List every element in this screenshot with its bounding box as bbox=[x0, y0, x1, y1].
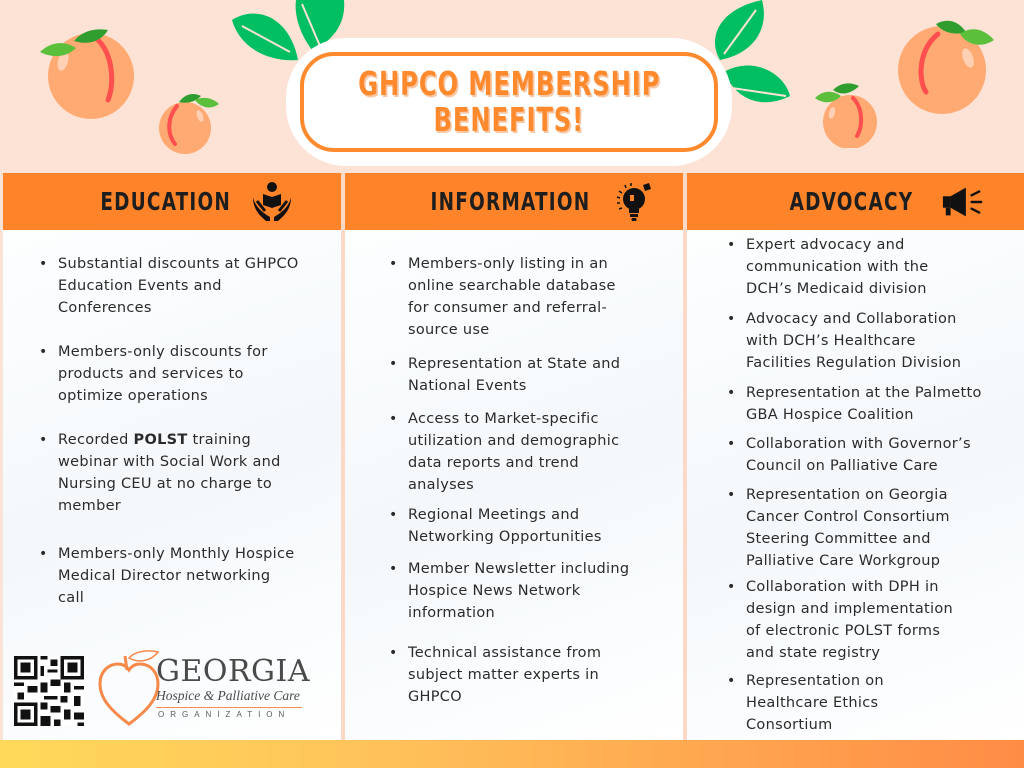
column-advocacy bbox=[687, 173, 1024, 740]
list-item: • Representation at the Palmetto GBA Hospice Coalition bbox=[727, 382, 1017, 426]
footer-gradient-bar bbox=[0, 740, 1024, 768]
polst-emphasis: POLST bbox=[133, 432, 188, 448]
advocacy-list bbox=[727, 234, 1017, 736]
hands-holding-reader-icon bbox=[250, 180, 294, 224]
column-header-advocacy bbox=[687, 173, 1024, 230]
logo-name: GEORGIA bbox=[156, 654, 311, 689]
list-item: • Access to Market-specific utilization and demographic data reports and trend analyses bbox=[389, 408, 639, 496]
peach-heart-logo-icon bbox=[96, 650, 162, 728]
item-text: training webinar with Social Work and Nursing CEU at no charge to member bbox=[58, 432, 281, 514]
logo-divider bbox=[156, 707, 302, 708]
list-item: • Member Newsletter including Hospice News Network information bbox=[389, 558, 639, 624]
education-list bbox=[39, 253, 299, 609]
lightbulb-puzzle-icon bbox=[612, 180, 656, 224]
column-heading: EDUCATION bbox=[100, 187, 232, 216]
column-header-information bbox=[345, 173, 683, 230]
organization-logo bbox=[12, 650, 312, 730]
column-heading: INFORMATION bbox=[430, 187, 590, 216]
leaf-icon bbox=[706, 0, 766, 62]
list-item: • Substantial discounts at GHPCO Education Events and Conferences bbox=[39, 253, 299, 319]
list-item bbox=[39, 429, 299, 517]
peach-icon bbox=[898, 10, 998, 114]
list-item: • Representation on Healthcare Ethics Consortium bbox=[727, 670, 897, 736]
list-item: • Advocacy and Collaboration with DCH’s Healthcare Facilities Regulation Division bbox=[727, 308, 977, 374]
logo-organization: ORGANIZATION bbox=[158, 710, 291, 719]
page-title bbox=[300, 52, 718, 152]
peach-icon bbox=[38, 16, 138, 120]
megaphone-icon bbox=[941, 180, 985, 224]
list-item: • Expert advocacy and communication with the DCH’s Medicaid division bbox=[727, 234, 937, 300]
item-text: Recorded bbox=[58, 432, 134, 448]
list-item: • Technical assistance from subject matter experts in GHPCO bbox=[389, 642, 639, 708]
qr-code[interactable] bbox=[14, 656, 84, 726]
title-line-1: GHPCO MEMBERSHIP bbox=[357, 64, 661, 103]
title-line-2: BENEFITS! bbox=[433, 100, 585, 139]
logo-subtitle: Hospice & Palliative Care bbox=[156, 688, 300, 703]
information-list bbox=[389, 253, 639, 708]
list-item: • Members-only listing in an online searchable database for consumer and referral-source use bbox=[389, 253, 639, 341]
column-heading: ADVOCACY bbox=[789, 187, 914, 216]
peach-icon bbox=[155, 88, 219, 154]
list-item: • Collaboration with Governor’s Council on Palliative Care bbox=[727, 433, 987, 477]
list-item: • Regional Meetings and Networking Opportunities bbox=[389, 504, 639, 548]
column-information bbox=[345, 173, 683, 740]
list-item: • Collaboration with DPH in design and implementation of electronic POLST forms and state registry bbox=[727, 576, 957, 664]
list-item: • Members-only discounts for products and services to optimize operations bbox=[39, 341, 299, 407]
leaf-icon bbox=[722, 62, 792, 112]
list-item: • Representation at State and National Events bbox=[389, 353, 639, 397]
list-item: • Members-only Monthly Hospice Medical Director networking call bbox=[39, 543, 299, 609]
list-item: • Representation on Georgia Cancer Control Consortium Steering Committee and Palliative Care Workgroup bbox=[727, 484, 967, 572]
peach-icon bbox=[815, 80, 881, 148]
column-header-education bbox=[3, 173, 341, 230]
